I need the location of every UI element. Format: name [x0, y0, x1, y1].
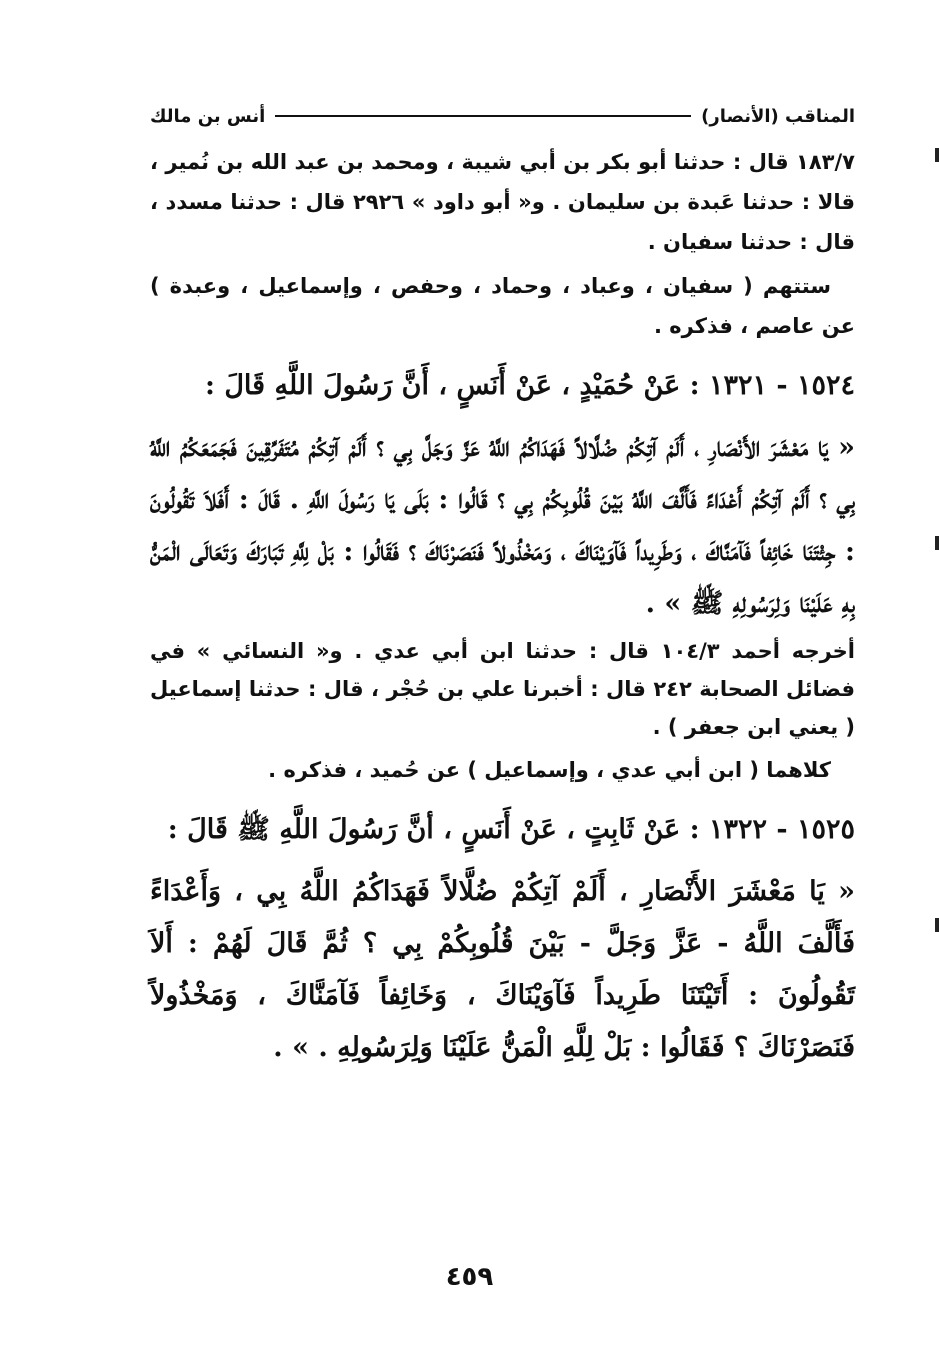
isnad-summary-2: كلاهما ( ابن أبي عدي ، وإسماعيل ) عن حُميد ، فذكره .: [268, 758, 831, 782]
hadith-1524-takhrij: أخرجه أحمد ١٠٤/٣ قال : حدثنا ابن أبي عدي . و« النسائي » في فضائل الصحابة ٢٤٢ قال : أخبرنا علي بن حُجْر ، قال : حدثنا إسماعيل ( يعني ابن جعفر ) .: [150, 639, 855, 739]
scan-edge-mark: [935, 918, 939, 932]
page-number: ٤٥٩: [445, 1262, 494, 1292]
hadith-1525-heading: ١٥٢٥ - ١٣٢٢ : عَنْ ثَابِتٍ ، عَنْ أَنَسٍ ، أنَّ رَسُولَ اللَّهِ ﷺ قَالَ :: [167, 814, 855, 845]
scan-edge-mark: [935, 536, 939, 550]
hadith-1524-heading: ١٥٢٤ - ١٣٢١ : عَنْ حُمَيْدٍ ، عَنْ أَنَسٍ ، أَنَّ رَسُولَ اللَّهِ قَالَ :: [204, 370, 855, 401]
isnad-chain-183-7: ١٨٣/٧ قال : حدثنا أبو بكر بن أبي شيبة ، ومحمد بن عبد الله بن نُمير ، قالا : حدثنا عَبدة بن سليمان . و« أبو داود » ٢٩٢٦ قال : حدثنا مسدد ، قال : حدثنا سفيان .: [150, 150, 855, 254]
book-page: [150, 100, 855, 1074]
header-right-title: المناقب (الأنصار): [701, 105, 855, 127]
running-header: [150, 100, 855, 132]
hadith-1524-text: « يَا مَعْشَرَ الأَنْصَارِ ، أَلَمْ آتِكُمْ ضُلَّالاً فَهَدَاكُمُ اللَّهُ عَزَّ وَجَلَّ بِي ؟ أَلَمْ آتِكُمْ مُتَفَرِّقِينَ فَجَمَعَكُمُ اللَّهُ بِي ؟ أَلَمْ آتِكُمْ أَعْدَاءً فَأَلَّفَ اللَّهُ بَيْنَ قُلُوبِكُمْ بِي ؟ قَالُوا : بَلَى يَا رَسُولَ اللَّهِ . قَالَ : أَفَلاَ تَقُولُونَ : جِئْتَنَا خَائِفاً فَآمَنَّاكَ ، وَطَرِيداً فَآوَيْنَاكَ ، وَمَخْذُولاً فَنَصَرْنَاكَ ؟ فَقَالُوا : بَلْ لِلَّهِ تَبَارَكَ وَتَعَالَى الْمَنُّ بِهِ عَلَيْنَا وَلِرَسُولِهِ ﷺ » .: [150, 432, 855, 619]
header-left-title: أنس بن مالك: [150, 105, 266, 127]
hadith-1525-text: « يَا مَعْشَرَ الأَنْصَارِ ، أَلَمْ آتِكُمْ ضُلَّالاً فَهَدَاكُمُ اللَّهُ بِي ، وَأَعْدَاءً فَأَلَّفَ اللَّهُ - عَزَّ وَجَلَّ - بَيْنَ قُلُوبِكُمْ بِي ؟ ثُمَّ قَالَ لَهُمْ : أَلاَ تَقُولُونَ : أَتَيْتَنَا طَرِيداً فَآوَيْنَاكَ ، وَخَائِفاً فَآمَنَّاكَ ، وَمَخْذُولاً فَنَصَرْنَاكَ ؟ فَقَالُوا : بَلْ لِلَّهِ الْمَنُّ عَلَيْنَا وَلِرَسُولِهِ . » .: [150, 876, 855, 1063]
scan-edge-mark: [935, 148, 939, 162]
isnad-summary-1: ستتهم ( سفيان ، وعباد ، وحماد ، وحفص ، وإسماعيل ، وعبدة ) عن عاصم ، فذكره .: [150, 274, 855, 338]
header-rule: [275, 115, 691, 117]
